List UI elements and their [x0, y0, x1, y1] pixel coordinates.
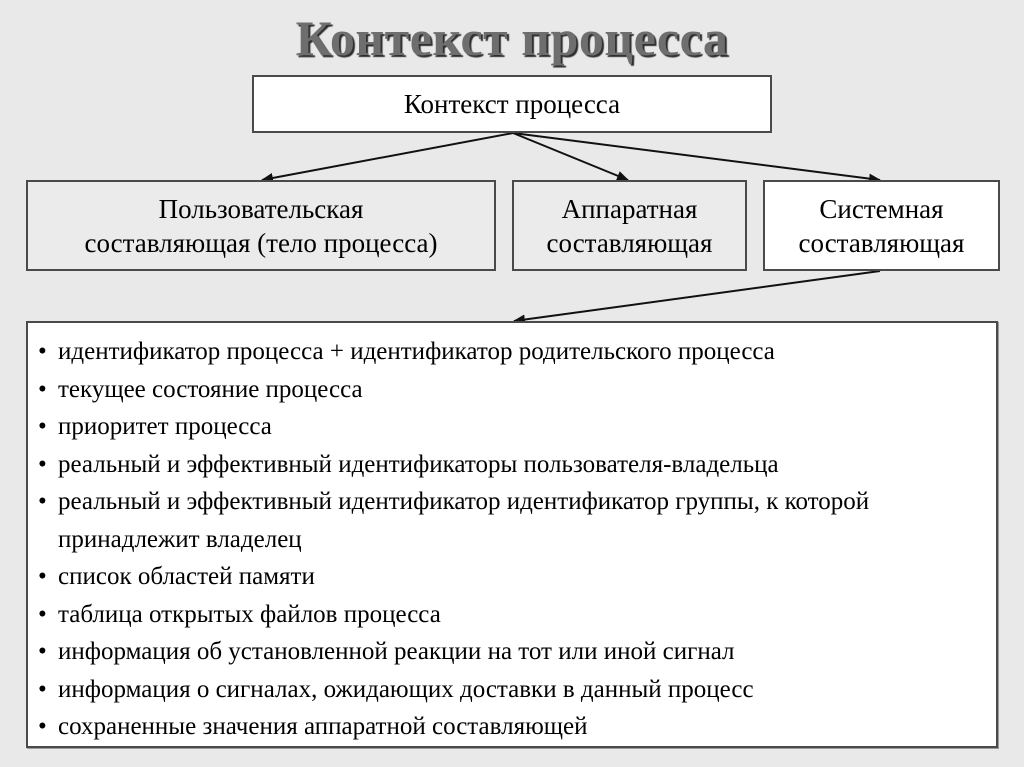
list-item: • текущее состояние процесса	[38, 371, 996, 409]
bullet-icon: •	[38, 675, 47, 703]
arrow-system-to-details	[514, 271, 880, 321]
user-component-box	[26, 180, 496, 271]
bullet-icon: •	[38, 450, 47, 478]
arrow-to-hardware	[513, 133, 628, 180]
list-item: • список областей памяти	[38, 558, 996, 596]
hardware-component-box	[512, 180, 747, 271]
list-item: • таблица открытых файлов процесса	[38, 596, 996, 634]
list-item: • реальный и эффективный идентификатор идентификатор группы, к которой принадлежит владелец	[38, 483, 996, 558]
bullet-icon: •	[38, 413, 47, 440]
bullet-icon: •	[38, 375, 47, 403]
root-node-label: Контекст процесса	[403, 89, 621, 119]
slide-title: Контекст процесса	[295, 10, 729, 66]
bullet-icon: •	[38, 600, 47, 628]
list-item: • информация об установленной реакции на тот или иной сигнал	[38, 633, 996, 671]
system-component-line1: Системная	[819, 193, 944, 224]
root-node-box	[252, 75, 772, 133]
hardware-component-line2: составляющая	[546, 227, 713, 258]
user-component-line2: составляющая (тело процесса)	[84, 227, 438, 258]
hardware-component-line1: Аппаратная	[561, 193, 698, 224]
bullet-icon: •	[38, 713, 47, 740]
system-component-line2: составляющая	[798, 227, 965, 258]
list-item: • сохраненные значения аппаратной составляющей	[38, 708, 996, 746]
system-details-list	[38, 333, 996, 746]
user-component-line1: Пользовательская	[158, 193, 364, 224]
list-item: • идентификатор процесса + идентификатор родительского процесса	[38, 333, 996, 371]
system-details-box	[26, 321, 998, 748]
bullet-icon: •	[38, 563, 47, 590]
bullet-icon: •	[38, 638, 47, 665]
bullet-icon: •	[38, 488, 47, 515]
list-item: • реальный и эффективный идентификаторы пользователя-владельца	[38, 446, 996, 484]
bullet-icon: •	[38, 338, 47, 365]
list-item: • приоритет процесса	[38, 408, 996, 446]
list-item: • информация о сигналах, ожидающих доставки в данный процесс	[38, 671, 996, 709]
arrow-to-user	[262, 133, 513, 180]
system-component-box	[763, 180, 1000, 271]
arrow-to-system	[513, 133, 880, 180]
